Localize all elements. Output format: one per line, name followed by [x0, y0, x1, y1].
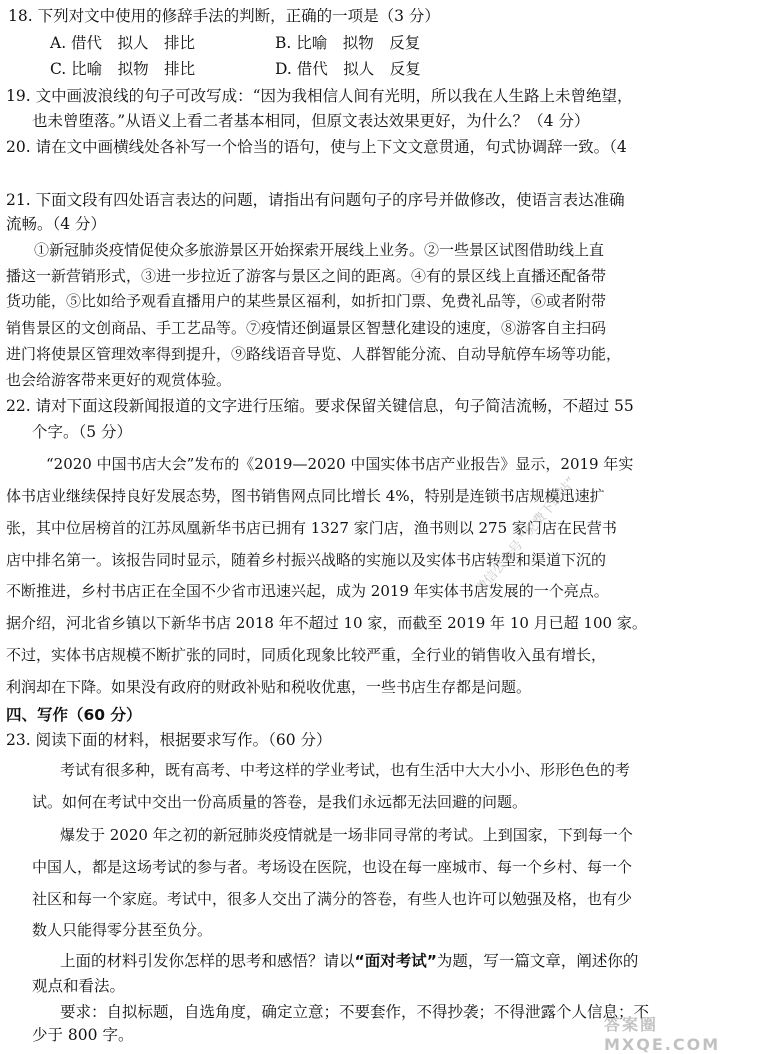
q22-passage-2: 体书店业继续保持良好发展态势，图书销售网点同比增长 4%，特别是连锁书店规模迅速扩 — [6, 487, 605, 505]
q18-stem: 18. 下列对文中使用的修辞手法的判断，正确的一项是（3 分） — [8, 7, 440, 25]
q22-passage-4: 店中排名第一。该报告同时显示，随着乡村振兴战略的实施以及实体书店转型和渠道下沉的 — [6, 551, 607, 569]
q21-passage-6: 也会给游客带来更好的观赏体验。 — [6, 371, 232, 389]
q23-material-4: 中国人，都是这场考试的参与者。考场设在医院，也设在每一座城市、每一个乡村、每一个 — [32, 858, 633, 876]
q23-requirements-2: 少于 800 字。 — [32, 1026, 134, 1044]
q21-passage-1: ①新冠肺炎疫情促使众多旅游景区开始探索开展线上业务。②一些景区试图借助线上直 — [34, 241, 605, 259]
q22-passage-1: “2020 中国书店大会”发布的《2019—2020 中国实体书店产业报告》显示，2019 年实 — [46, 455, 634, 473]
q23-requirements-1: 要求：自拟标题，自选角度，确定立意；不要套作，不得抄袭；不得泄露个人信息；不 — [60, 1003, 650, 1021]
q22-passage-6: 据介绍，河北省乡镇以下新华书店 2018 年不超过 10 家，而截至 2019 年 10 月已超 100 家。 — [6, 614, 647, 632]
q22-passage-7: 不过，实体书店规模不断扩张的同时，同质化现象比较严重，全行业的销售收入虽有增长， — [6, 646, 607, 664]
q18-option-a: A. 借代 拟人 排比 — [50, 34, 196, 52]
q23-material-3: 爆发于 2020 年之初的新冠肺炎疫情就是一场非同寻常的考试。上到国家，下到每一个 — [60, 826, 633, 844]
q23-material-5: 社区和每一个家庭。考试中，很多人交出了满分的答卷，有些人也许可以勉强及格，也有少 — [32, 890, 633, 908]
q18-option-d: D. 借代 拟人 反复 — [275, 60, 421, 78]
q22-passage-5: 不断推进，乡村书店正在全国不少省市迅速兴起，成为 2019 年实体书店发展的一个亮点。 — [6, 582, 609, 600]
q19-line-2: 也未曾堕落。”从语义上看二者基本相同，但原文表达效果更好，为什么？（4 分） — [32, 112, 590, 130]
q22-passage-8: 利润却在下降。如果没有政府的财政补贴和税收优惠，一些书店生存都是问题。 — [6, 678, 532, 696]
q21-passage-2: 播这一新营销形式，③进一步拉近了游客与景区之间的距离。④有的景区线上直播还配备带 — [6, 267, 607, 285]
q22-stem-1: 22. 请对下面这段新闻报道的文字进行压缩。要求保留关键信息，句子简洁流畅，不超过 55 — [6, 397, 634, 415]
q22-passage-3: 张，其中位居榜首的江苏凤凰新华书店已拥有 1327 家门店，渔书则以 275 家门店在民营书 — [6, 519, 617, 537]
q23-prompt-title: “面对考试” — [354, 952, 437, 970]
site-logo-text: 答案圈 MXQE.COM — [604, 1015, 721, 1054]
q21-passage-4: 销售景区的文创商品、手工艺品等。⑦疫情还倒逼景区智慧化建设的速度，⑧游客自主扫码 — [6, 319, 607, 337]
q23-material-2: 试。如何在考试中交出一份高质量的答卷，是我们永远都无法回避的问题。 — [32, 793, 528, 811]
q18-option-b: B. 比喻 拟物 反复 — [275, 34, 421, 52]
q23-material-1: 考试有很多种，既有高考、中考这样的学业考试，也有生活中大大小小、形形色色的考 — [60, 761, 631, 779]
q23-material-6: 数人只能得零分甚至负分。 — [32, 921, 213, 939]
q20-line-1: 20. 请在文中画横线处各补写一个恰当的语句，使与上下文文意贯通，句式协调辞一致。（4 — [6, 138, 627, 156]
section-4-title: 四、写作（60 分） — [6, 706, 142, 724]
site-logo — [592, 990, 756, 1054]
q23-prompt-line-2: 观点和看法。 — [32, 977, 126, 995]
q19-line-1: 19. 文中画波浪线的句子可改写成：“因为我相信人间有光明，所以我在人生路上未曾绝望， — [6, 87, 633, 105]
q23-prompt-line-1 — [60, 951, 638, 971]
q21-passage-3: 货功能，⑤比如给予观看直播用户的某些景区福利，如折扣门票、免费礼品等，⑥或者附带 — [6, 292, 607, 310]
q23-stem: 23. 阅读下面的材料，根据要求写作。（60 分） — [6, 731, 332, 749]
q22-stem-2: 个字。（5 分） — [32, 423, 133, 441]
q18-option-c: C. 比喻 拟物 排比 — [50, 60, 196, 78]
q23-prompt-after: 为题，写一篇文章，阐述你的 — [436, 952, 639, 970]
q21-passage-5: 进门将使景区管理效率得到提升，⑨路线语音导览、人群智能分流、自动导航停车场等功能， — [6, 345, 622, 363]
q21-stem-2: 流畅。（4 分） — [6, 215, 107, 233]
q21-stem-1: 21. 下面文段有四处语言表达的问题，请指出有问题句子的序号并做修改，使语言表达准确 — [6, 191, 625, 209]
q23-prompt-before: 上面的材料引发你怎样的思考和感悟？请以 — [60, 952, 355, 970]
watermark-text: 微信公众号 “免费下载站” — [473, 474, 580, 598]
